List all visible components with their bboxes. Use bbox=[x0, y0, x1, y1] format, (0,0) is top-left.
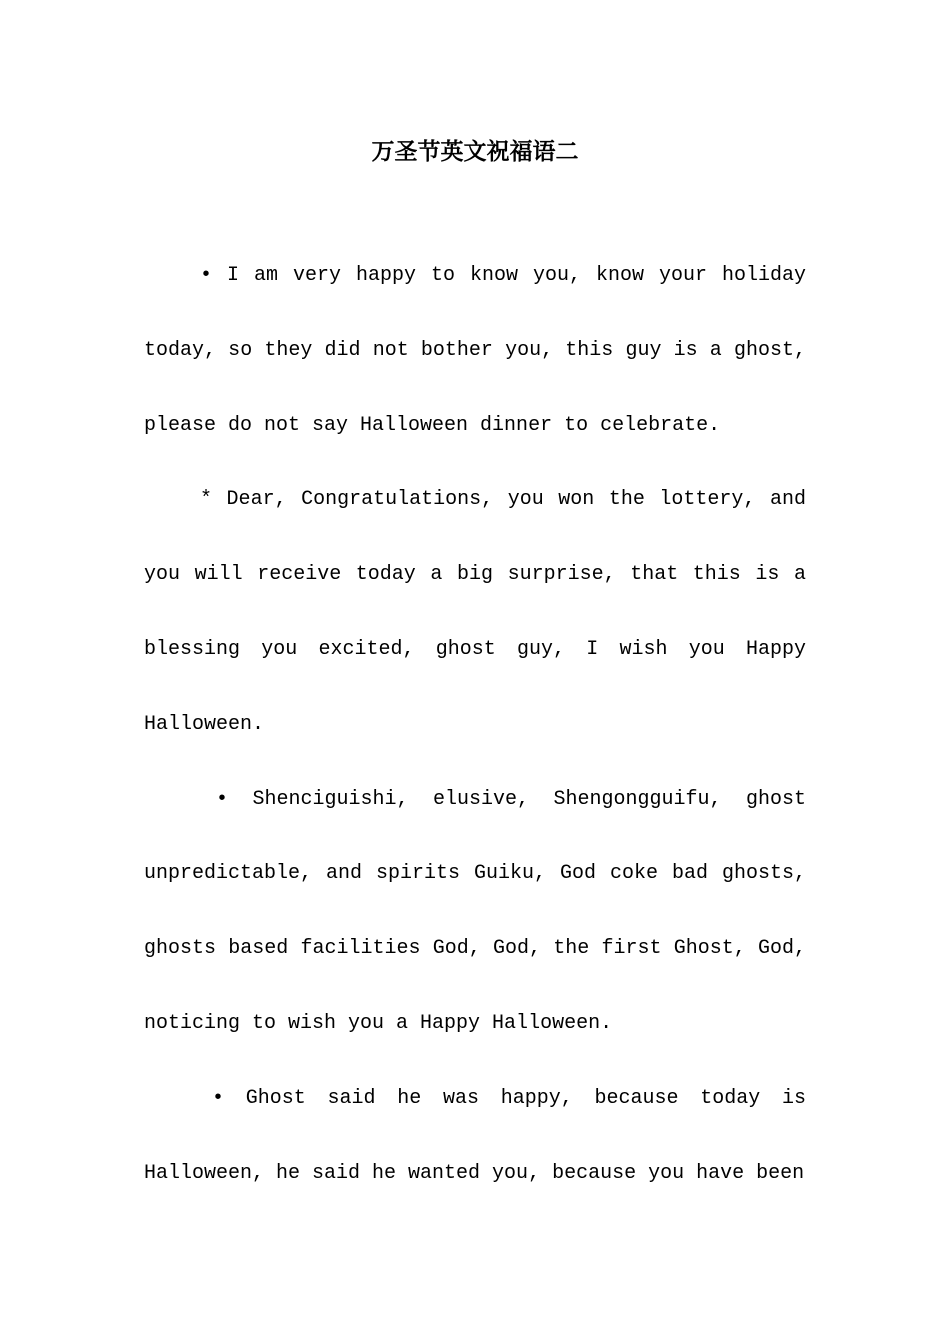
paragraph-3: • Shenciguishi, elusive, Shengongguifu, ghost unpredictable, and spirits Guiku, God coke bad ghosts, ghosts based facilities God, God, the first Ghost, God, noticing to wish you a Happy Halloween. bbox=[144, 787, 806, 1035]
document-title: 万圣节英文祝福语二 bbox=[371, 138, 579, 165]
paragraph-4: • Ghost said he was happy, because today is Halloween, he said he wanted you, because you have been bbox=[144, 1086, 806, 1185]
paragraph-1: • I am very happy to know you, know your holiday today, so they did not bother you, this guy is a ghost, please do not say Halloween dinner to celebrate. bbox=[144, 264, 806, 437]
document-body bbox=[144, 239, 806, 1211]
paragraph-2: * Dear, Congratulations, you won the lottery, and you will receive today a big surprise, that this is a blessing you excited, ghost guy, I wish you Happy Halloween. bbox=[144, 488, 806, 736]
